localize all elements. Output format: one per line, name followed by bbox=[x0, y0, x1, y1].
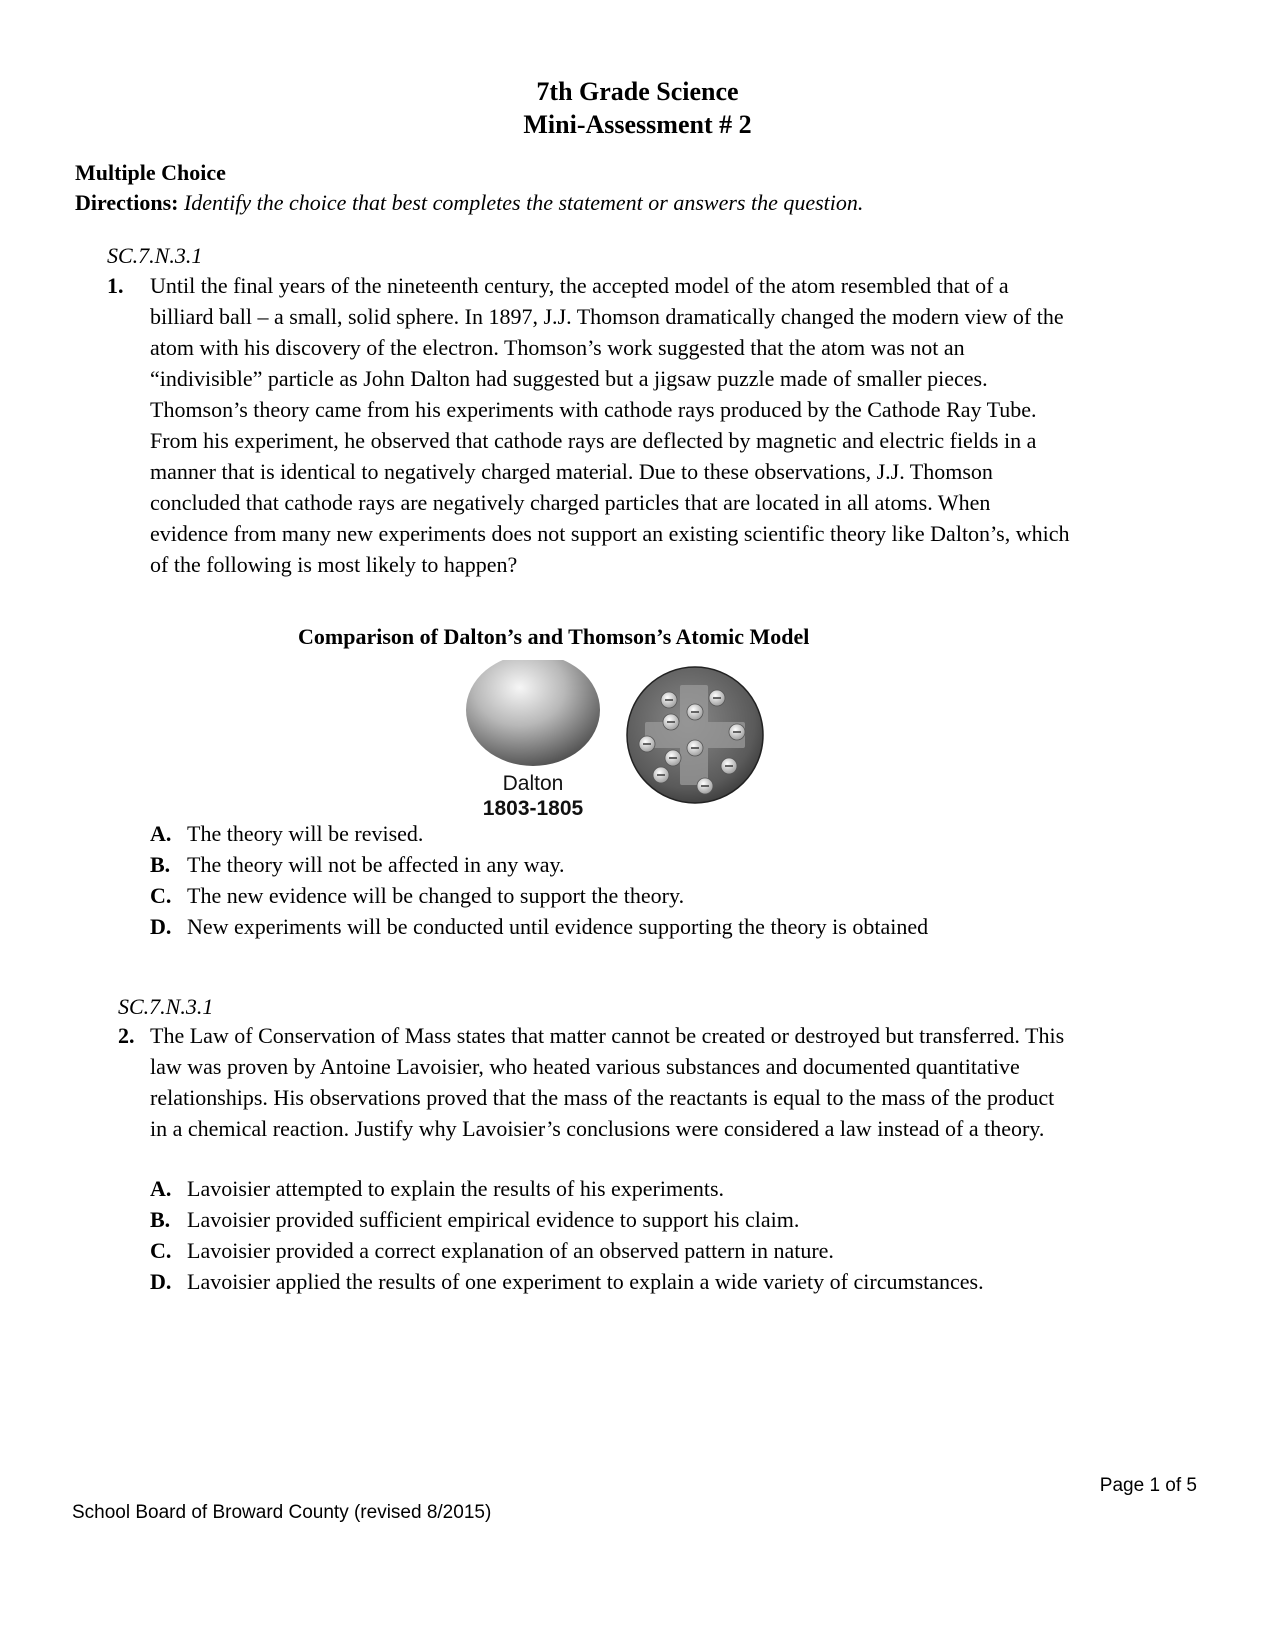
choice-text: Lavoisier provided sufficient empirical evidence to support his claim. bbox=[187, 1207, 800, 1232]
question-2-line: law was proven by Antoine Lavoisier, who heated various substances and documented quantitative bbox=[150, 1054, 1020, 1079]
choice-letter: A. bbox=[150, 821, 172, 846]
choice-letter: C. bbox=[150, 883, 172, 908]
question-1-line: atom with his discovery of the electron. Thomson’s work suggested that the atom was not an bbox=[150, 335, 965, 360]
choice-letter: D. bbox=[150, 1269, 172, 1294]
directions bbox=[75, 189, 863, 217]
question-1-line: Until the final years of the nineteenth century, the accepted model of the atom resembled that of a bbox=[150, 273, 1009, 298]
question-2-standard: SC.7.N.3.1 bbox=[118, 994, 214, 1019]
question-2-choices bbox=[150, 1173, 984, 1297]
choice-2a[interactable] bbox=[150, 1173, 984, 1204]
choice-1a[interactable] bbox=[150, 818, 928, 849]
dalton-years: 1803-1805 bbox=[482, 797, 584, 820]
question-1-line: of the following is most likely to happen? bbox=[150, 552, 518, 577]
choice-letter: B. bbox=[150, 852, 171, 877]
question-1-line: From his experiment, he observed that cathode rays are deflected by magnetic and electric fields in a bbox=[150, 428, 1037, 453]
footer-organization: School Board of Broward County (revised 8/2015) bbox=[72, 1502, 492, 1523]
dalton-label: Dalton bbox=[502, 772, 564, 795]
choice-text: The new evidence will be changed to support the theory. bbox=[187, 883, 685, 908]
choice-2b[interactable] bbox=[150, 1204, 984, 1235]
choice-letter: C. bbox=[150, 1238, 172, 1263]
question-1-line: Thomson’s theory came from his experiments with cathode rays produced by the Cathode Ray Tube. bbox=[150, 397, 1037, 422]
choice-text: Lavoisier attempted to explain the results of his experiments. bbox=[187, 1176, 725, 1201]
choice-letter: A. bbox=[150, 1176, 172, 1201]
question-1-text bbox=[150, 270, 1210, 580]
figure-title: Comparison of Dalton’s and Thomson’s Atomic Model bbox=[298, 624, 810, 649]
dalton-sphere bbox=[466, 660, 600, 766]
choice-1c[interactable] bbox=[150, 880, 928, 911]
section-heading: Multiple Choice bbox=[75, 160, 226, 185]
question-2-line: The Law of Conservation of Mass states that matter cannot be created or destroyed but transferred. This bbox=[150, 1023, 1065, 1048]
choice-text: New experiments will be conducted until evidence supporting the theory is obtained bbox=[187, 914, 929, 939]
directions-text: Identify the choice that best completes the statement or answers the question. bbox=[183, 190, 864, 215]
question-1-standard: SC.7.N.3.1 bbox=[107, 243, 203, 268]
question-1-line: concluded that cathode rays are negatively charged particles that are located in all atoms. When bbox=[150, 490, 991, 515]
choice-letter: B. bbox=[150, 1207, 171, 1232]
directions-label: Directions: bbox=[75, 190, 179, 215]
choice-text: Lavoisier provided a correct explanation of an observed pattern in nature. bbox=[187, 1238, 834, 1263]
question-1-line: manner that is identical to negatively charged material. Due to these observations, J.J. Thomson bbox=[150, 459, 993, 484]
atomic-models-figure bbox=[465, 660, 805, 825]
thomson-model bbox=[627, 667, 763, 803]
question-1-line: billiard ball – a small, solid sphere. In 1897, J.J. Thomson dramatically changed the modern view of the bbox=[150, 304, 1064, 329]
choice-text: Lavoisier applied the results of one experiment to explain a wide variety of circumstances. bbox=[187, 1269, 984, 1294]
choice-letter: D. bbox=[150, 914, 172, 939]
choice-text: The theory will not be affected in any way. bbox=[187, 852, 565, 877]
choice-1b[interactable] bbox=[150, 849, 928, 880]
page-number: Page 1 of 5 bbox=[1099, 1475, 1197, 1496]
choice-2d[interactable] bbox=[150, 1266, 984, 1297]
question-1-line: evidence from many new experiments does not support an existing scientific theory like Dalton’s, which bbox=[150, 521, 1070, 546]
choice-text: The theory will be revised. bbox=[187, 821, 424, 846]
question-1-choices bbox=[150, 818, 928, 942]
page-title: 7th Grade Science bbox=[536, 77, 739, 106]
question-2-number: 2. bbox=[118, 1023, 135, 1048]
choice-1d[interactable] bbox=[150, 911, 928, 942]
question-2-text bbox=[150, 1020, 1210, 1144]
page-subtitle: Mini-Assessment # 2 bbox=[523, 110, 752, 139]
question-2-line: relationships. His observations proved that the mass of the reactants is equal to the mass of the product bbox=[150, 1085, 1055, 1110]
question-1-line: “indivisible” particle as John Dalton had suggested but a jigsaw puzzle made of smaller pieces. bbox=[150, 366, 988, 391]
question-2-line: in a chemical reaction. Justify why Lavoisier’s conclusions were considered a law instead of a theory. bbox=[150, 1116, 1045, 1141]
question-1-number: 1. bbox=[107, 273, 124, 298]
choice-2c[interactable] bbox=[150, 1235, 984, 1266]
